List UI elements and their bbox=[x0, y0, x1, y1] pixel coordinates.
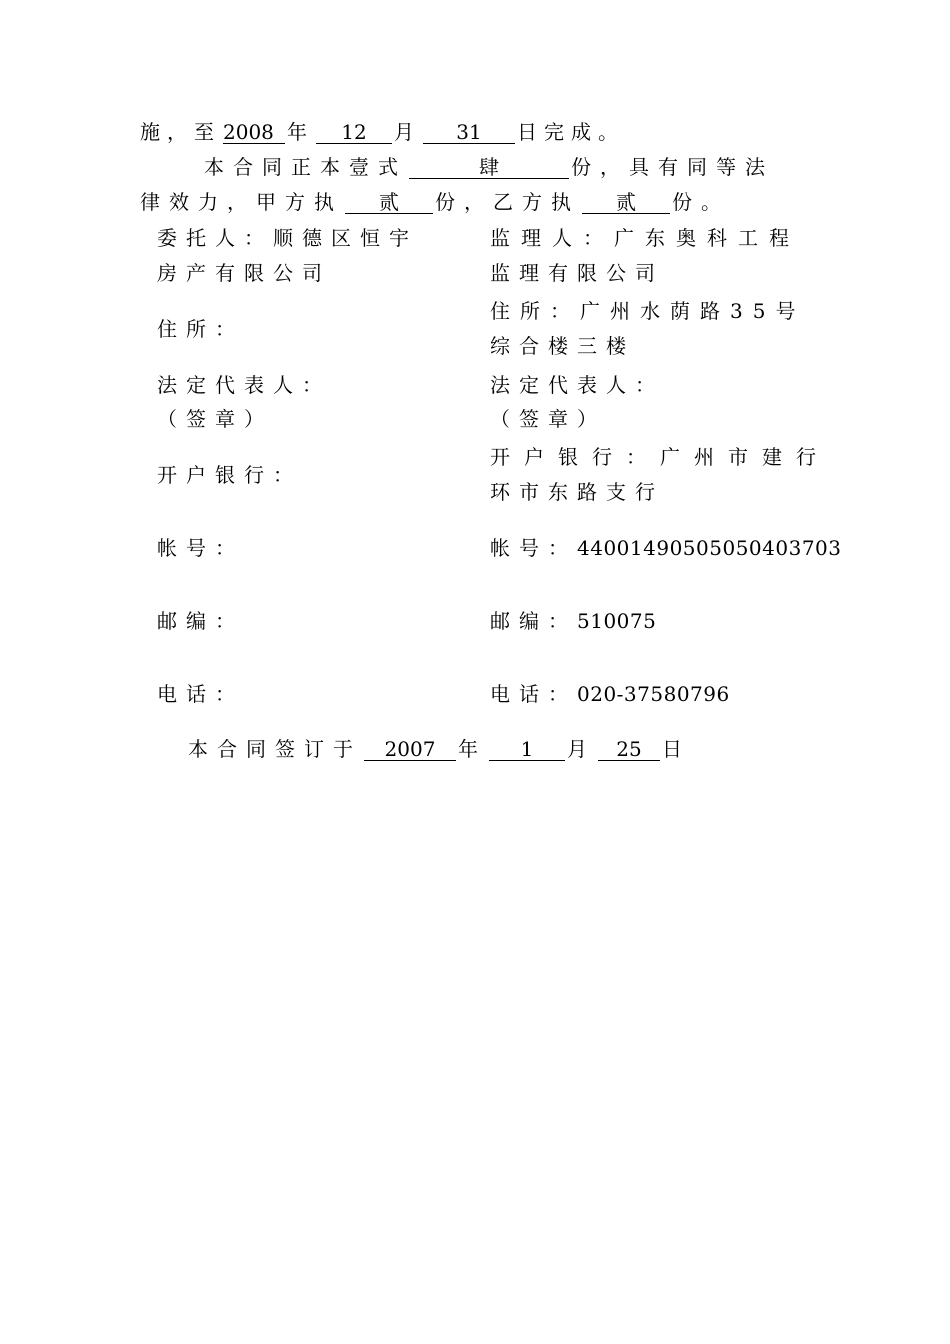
party-copies-line bbox=[140, 188, 730, 216]
client-phone-label: 电话： bbox=[157, 682, 244, 706]
supervisor-legal-rep-label: 法定代表人： bbox=[490, 373, 664, 397]
supervisor-postcode-value: 510075 bbox=[577, 609, 657, 633]
year-suffix: 年 bbox=[287, 120, 314, 144]
party-copies-middle: 份，乙方执 bbox=[435, 190, 580, 214]
supervisor-address-line-2: 综合楼三楼 bbox=[490, 334, 635, 358]
supervisor-name bbox=[490, 221, 800, 291]
client-line-2: 房产有限公司 bbox=[157, 261, 331, 285]
supervisor-line-2: 监理有限公司 bbox=[490, 261, 664, 285]
supervisor-address bbox=[490, 294, 805, 364]
completion-month: 12 bbox=[316, 121, 392, 144]
signing-prefix: 本合同签订于 bbox=[188, 737, 362, 761]
signing-date-line bbox=[188, 735, 691, 763]
client-legal-rep-label: 法定代表人： bbox=[157, 373, 331, 397]
supervisor-phone-label: 电话： bbox=[490, 682, 577, 706]
copies-suffix: 份，具有同等法 bbox=[571, 155, 774, 179]
completion-year: 2008 bbox=[223, 121, 285, 144]
signing-year: 2007 bbox=[364, 738, 456, 761]
client-account-label: 帐号： bbox=[157, 536, 244, 560]
copies-line bbox=[204, 153, 774, 181]
signing-year-suffix: 年 bbox=[458, 737, 487, 761]
party-copies-suffix: 份。 bbox=[672, 190, 730, 214]
supervisor-phone bbox=[490, 677, 730, 712]
signing-day: 25 bbox=[598, 738, 660, 761]
supervisor-account-number: 44001490505050403703 bbox=[577, 536, 842, 560]
supervisor-address-line-1: 住所：广州水荫路35号 bbox=[490, 299, 806, 323]
supervisor-account bbox=[490, 531, 842, 566]
party-a-copies: 贰 bbox=[345, 191, 433, 214]
supervisor-bank-line-1: 开户银行：广州市建行 bbox=[490, 445, 830, 469]
client-legal-rep bbox=[157, 368, 331, 435]
client-seal-label: （签章） bbox=[157, 407, 273, 431]
completion-prefix: 施，至 bbox=[140, 120, 221, 144]
supervisor-postcode-label: 邮编： bbox=[490, 609, 577, 633]
supervisor-phone-value: 020-37580796 bbox=[577, 682, 730, 706]
supervisor-bank-line-2: 环市东路支行 bbox=[490, 480, 664, 504]
party-copies-prefix: 律效力，甲方执 bbox=[140, 190, 343, 214]
client-name bbox=[157, 221, 418, 291]
copies-prefix: 本合同正本壹式 bbox=[204, 155, 407, 179]
copies-count: 肆 bbox=[409, 156, 569, 179]
month-suffix: 月 bbox=[394, 120, 421, 144]
supervisor-line-1: 监理人：广东奥科工程 bbox=[490, 226, 800, 250]
client-postcode-label: 邮编： bbox=[157, 609, 244, 633]
supervisor-seal-label: （签章） bbox=[490, 407, 606, 431]
client-address-label: 住所： bbox=[157, 317, 244, 341]
party-b-copies: 贰 bbox=[582, 191, 670, 214]
supervisor-bank bbox=[490, 440, 830, 510]
signing-month-suffix: 月 bbox=[567, 737, 596, 761]
day-suffix: 日完成。 bbox=[517, 120, 625, 144]
completion-date-line bbox=[140, 118, 625, 146]
signing-month: 1 bbox=[489, 738, 565, 761]
completion-day: 31 bbox=[423, 121, 515, 144]
supervisor-legal-rep bbox=[490, 368, 664, 435]
supervisor-postcode bbox=[490, 604, 656, 639]
client-bank-label: 开户银行： bbox=[157, 463, 302, 487]
signing-day-suffix: 日 bbox=[662, 737, 691, 761]
supervisor-account-label: 帐号： bbox=[490, 536, 577, 560]
client-line-1: 委托人：顺德区恒宇 bbox=[157, 226, 418, 250]
